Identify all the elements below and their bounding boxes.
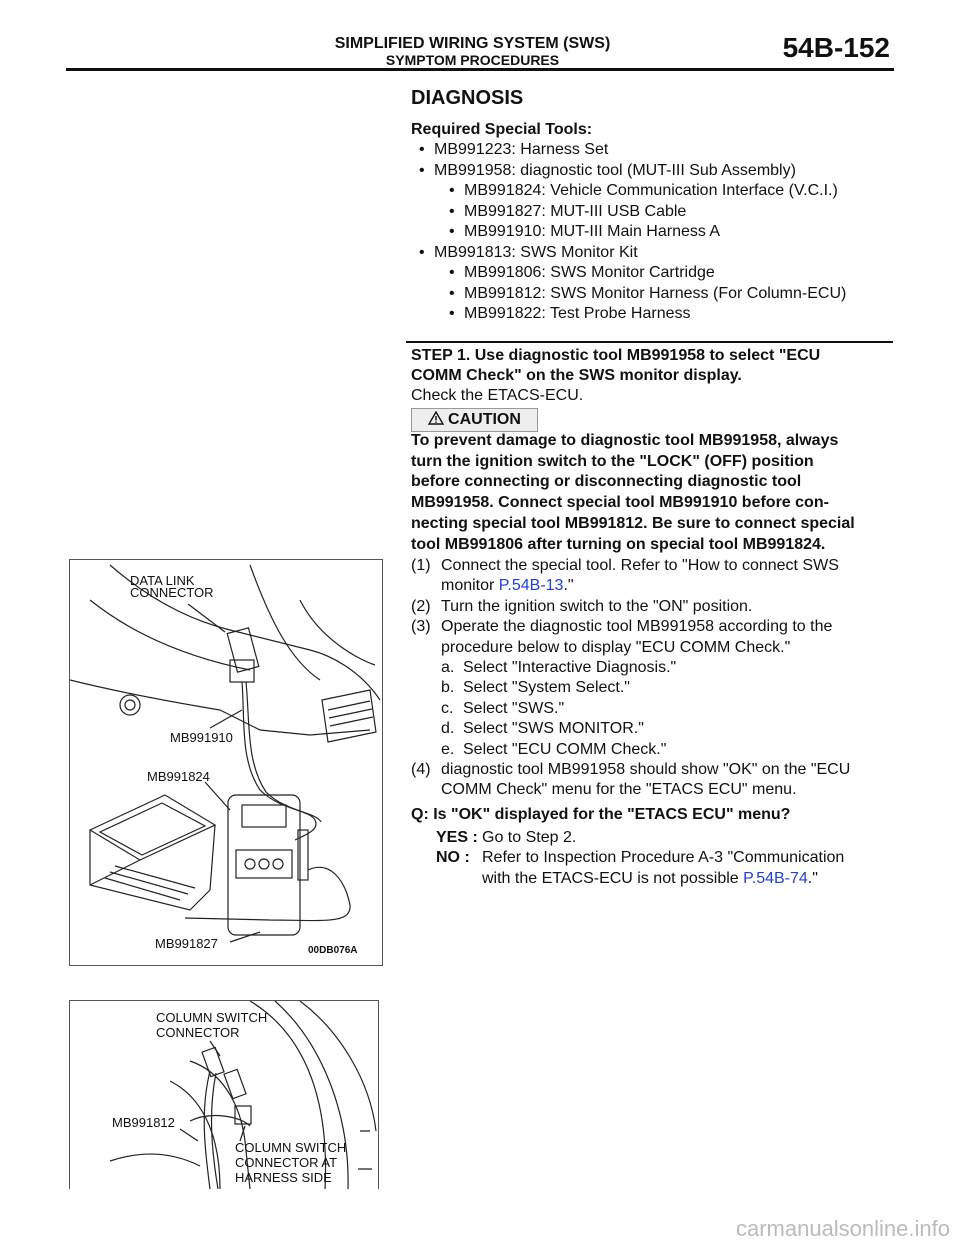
step-text: Connect the special tool. Refer to "How to connect SWS [441, 557, 839, 574]
sub-step [441, 658, 832, 678]
sub-step [441, 678, 832, 698]
tools-list [411, 140, 891, 325]
step-item-3 [411, 617, 891, 760]
tools-heading: Required Special Tools: [411, 121, 593, 138]
bullet-icon: • [419, 161, 425, 179]
step-text: procedure below to display "ECU COMM Check." [441, 638, 791, 656]
tool-text: MB991822: Test Probe Harness [464, 305, 691, 322]
yes-text: Go to Step 2. [482, 829, 577, 846]
label-harness-side-line1: COLUMN SWITCH [235, 1140, 347, 1155]
tool-item [411, 222, 891, 243]
answer-yes [436, 828, 896, 848]
procedure-steps [411, 556, 891, 801]
page-link[interactable]: P.54B-74 [743, 869, 808, 887]
label-mb991827: MB991827 [155, 936, 218, 951]
sub-steps [441, 658, 832, 760]
tool-text: MB991813: SWS Monitor Kit [434, 243, 638, 261]
sub-step-text: Select "System Select." [463, 679, 630, 697]
question: Q: Is "OK" displayed for the "ETACS ECU" menu? [411, 806, 791, 823]
step-text: COMM Check" menu for the "ETACS ECU" menu. [441, 781, 797, 799]
no-text: with the ETACS-ECU is not possible [482, 869, 744, 887]
bullet-icon: • [449, 202, 455, 220]
label-data-link-connector-line2: CONNECTOR [130, 585, 214, 600]
answer-no [436, 848, 896, 889]
caution-text [411, 431, 891, 555]
bullet-icon: • [419, 243, 425, 261]
sub-step-letter: d. [441, 720, 455, 738]
step1 [411, 346, 891, 406]
label-harness-side-line2: CONNECTOR AT [235, 1155, 338, 1170]
warning-icon [428, 411, 444, 425]
answers [436, 828, 896, 889]
bullet-icon: • [449, 264, 455, 281]
sub-step-text: Select "SWS MONITOR." [463, 720, 644, 738]
page-number: 54B-152 [782, 32, 890, 63]
step-item-4 [411, 760, 891, 801]
step-text: diagnostic tool MB991958 should show "OK" on the "ECU [441, 761, 851, 779]
sub-step-letter: a. [441, 659, 455, 677]
label-mb991910: MB991910 [170, 730, 233, 745]
figure-tool-connection [69, 559, 383, 966]
bullet-icon: • [449, 305, 455, 322]
tool-text: MB991910: MUT-III Main Harness A [464, 223, 721, 240]
page-link[interactable]: P.54B-13 [498, 577, 564, 595]
caution-line: To prevent damage to diagnostic tool MB991958, always [411, 432, 839, 449]
required-tools [411, 120, 891, 325]
step-item-1 [411, 556, 891, 597]
step-rule [406, 341, 893, 343]
bullet-icon: • [449, 284, 455, 302]
sub-step-letter: b. [441, 679, 455, 697]
caution-label: CAUTION [448, 411, 521, 428]
sub-step [441, 719, 832, 739]
label-mb991824: MB991824 [147, 769, 210, 784]
step1-check: Check the ETACS-ECU. [411, 387, 584, 404]
step1-heading-line1: STEP 1. Use diagnostic tool MB991958 to select "ECU [411, 347, 821, 364]
tool-item [411, 263, 891, 284]
caution-line: tool MB991806 after turning on special tool MB991824. [411, 535, 826, 553]
bullet-icon: • [419, 141, 425, 158]
manual-section-title: SIMPLIFIED WIRING SYSTEM (SWS) [334, 35, 611, 52]
caution-line: turn the ignition switch to the "LOCK" (OFF) position [411, 452, 814, 470]
tool-item [411, 284, 891, 305]
tool-item [411, 243, 891, 264]
caution-line: MB991958. Connect special tool MB991910 before con- [411, 494, 829, 512]
step-number: (3) [411, 618, 431, 636]
tool-item [411, 140, 891, 161]
label-mb991812: MB991812 [112, 1115, 175, 1130]
tool-item [411, 202, 891, 223]
tool-item [411, 161, 891, 182]
sub-step-text: Select "ECU COMM Check." [463, 740, 667, 758]
tool-text: MB991806: SWS Monitor Cartridge [464, 264, 715, 281]
sub-step-text: Select "SWS." [463, 699, 565, 717]
label-harness-side-line3: HARNESS SIDE [235, 1170, 332, 1185]
tool-text: MB991958: diagnostic tool (MUT-III Sub Assembly) [434, 161, 796, 179]
label-column-switch-connector-line1: COLUMN SWITCH [156, 1010, 268, 1025]
bullet-icon: • [449, 223, 455, 240]
step-item-2 [411, 597, 891, 617]
label-column-switch-connector-line2: CONNECTOR [156, 1025, 240, 1040]
watermark: carmanualsonline.info [735, 1216, 950, 1241]
tool-text: MB991824: Vehicle Communication Interface (V.C.I.) [464, 182, 838, 199]
step-number: (2) [411, 597, 431, 615]
caution-line: necting special tool MB991812. Be sure to connect special [411, 514, 855, 532]
tool-text: MB991223: Harness Set [434, 141, 609, 158]
manual-subsection-title: SYMPTOM PROCEDURES [385, 52, 560, 68]
tool-item [411, 304, 891, 325]
bullet-icon: • [449, 182, 455, 199]
section-heading: DIAGNOSIS [411, 87, 524, 109]
tool-text: MB991827: MUT-III USB Cable [464, 202, 687, 220]
step-text: Turn the ignition switch to the "ON" position. [441, 597, 753, 615]
caution-badge [411, 408, 538, 432]
no-text: Refer to Inspection Procedure A-3 "Communication [482, 849, 845, 867]
yes-label: YES : [436, 829, 478, 846]
step-text: Operate the diagnostic tool MB991958 according to the [441, 618, 833, 636]
header-rule [66, 68, 894, 71]
tool-item [411, 181, 891, 202]
step1-heading-line2: COMM Check" on the SWS monitor display. [411, 367, 742, 384]
no-text: ." [807, 869, 818, 887]
label-data-link-connector-line1: DATA LINK [130, 573, 195, 588]
sub-step [441, 740, 832, 760]
figure-code: 00DB076A [308, 945, 358, 956]
figure-column-switch [69, 1000, 379, 1189]
sub-step [441, 699, 832, 719]
caution-line: before connecting or disconnecting diagnostic tool [411, 473, 802, 491]
tool-text: MB991812: SWS Monitor Harness (For Column-ECU) [464, 284, 847, 302]
connection-illustration [70, 560, 382, 965]
step-text: monitor [441, 577, 499, 595]
no-label: NO : [436, 849, 470, 867]
step-number: (4) [411, 761, 431, 779]
step-number: (1) [411, 557, 431, 574]
step-text: ." [563, 577, 574, 595]
sub-step-letter: c. [441, 699, 454, 717]
sub-step-letter: e. [441, 740, 455, 758]
sub-step-text: Select "Interactive Diagnosis." [463, 659, 677, 677]
